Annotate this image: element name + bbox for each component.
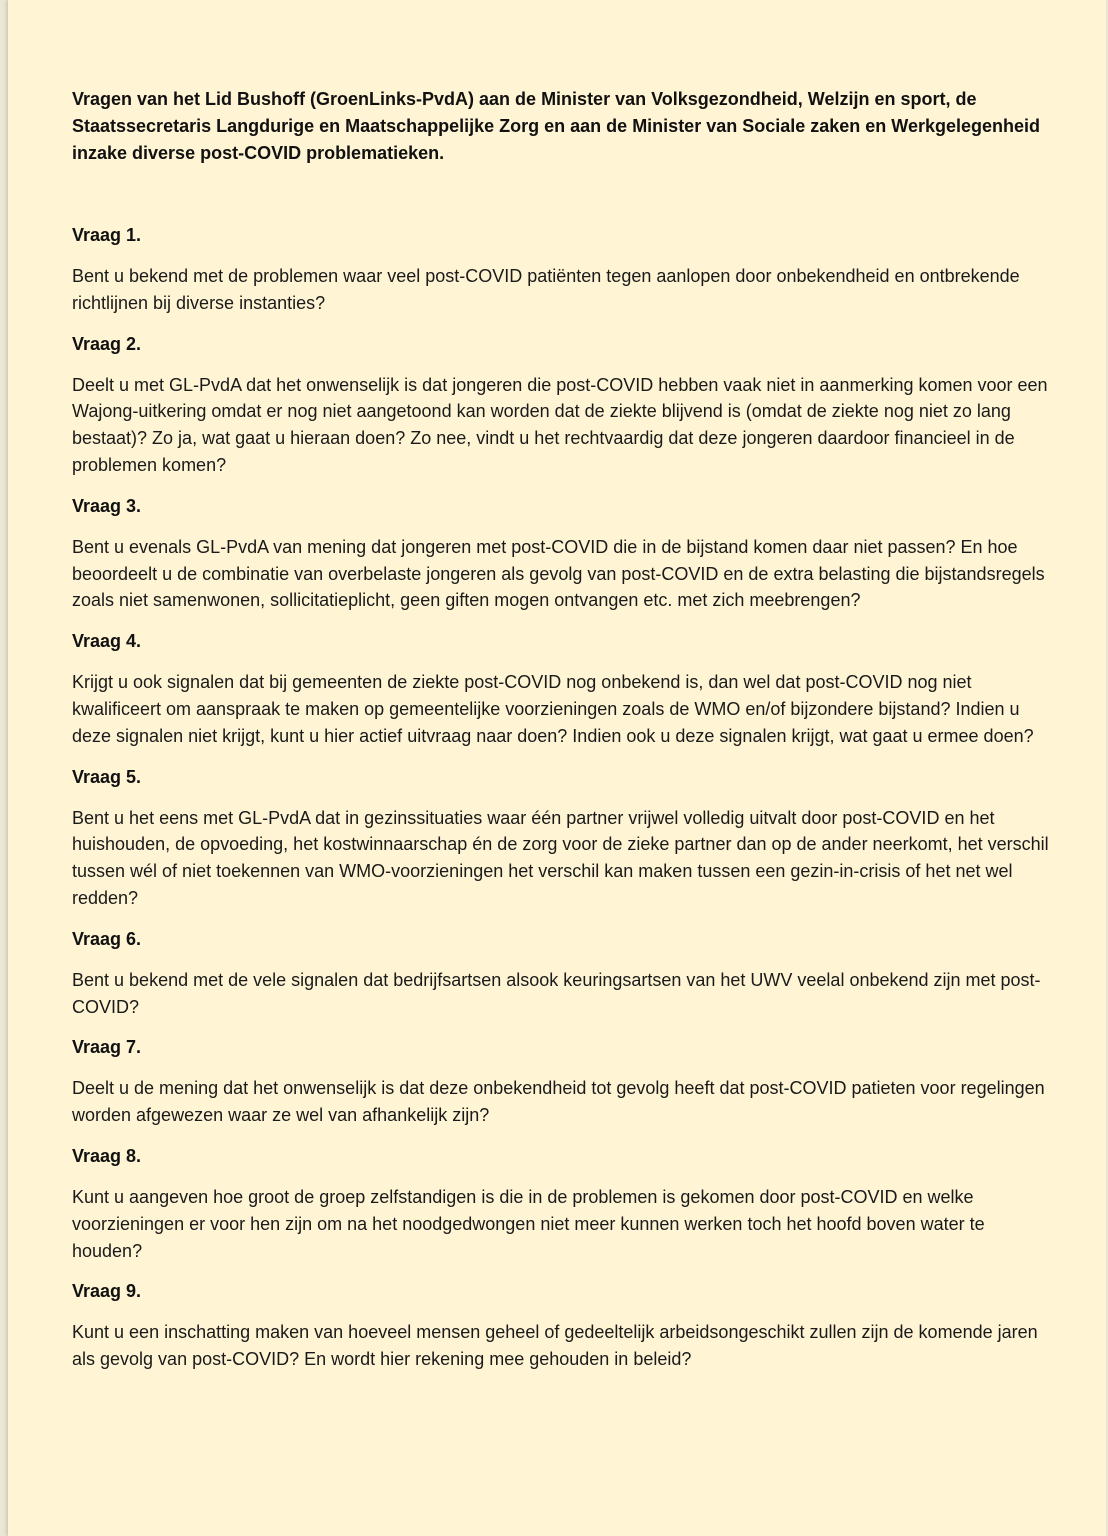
question-text: Krijgt u ook signalen dat bij gemeenten de ziekte post-COVID nog onbekend is, dan wel dat post-COVID nog niet kwalificeert om aanspraak te maken op gemeentelijke voorzieningen zoals de WMO en/of bijzondere bijstand? Indien u deze signalen niet krijgt, kunt u hier actief uitvraag naar doen? Indien ook u deze signalen krijgt, wat gaat u ermee doen? (72, 672, 1034, 746)
question-5 (72, 764, 1052, 912)
question-text: Bent u bekend met de vele signalen dat bedrijfsartsen alsook keuringsartsen van het UWV veelal onbekend zijn met post-COVID? (72, 969, 1041, 1017)
question-heading: Vraag 3. (72, 495, 142, 516)
question-1 (72, 222, 1052, 317)
question-3 (72, 493, 1052, 614)
question-heading: Vraag 4. (72, 631, 142, 652)
document-page (8, 0, 1106, 1536)
question-heading: Vraag 1. (72, 225, 142, 245)
question-text: Bent u evenals GL-PvdA van mening dat jongeren met post-COVID die in de bijstand komen daar niet passen? En hoe beoordeelt u de combinatie van overbelaste jongeren als gevolg van post-COVID en de extra belasting die bijstandsregels zoals niet samenwonen, sollicitatieplicht, geen giften mogen ontvangen etc. met zich meebrengen? (72, 536, 1045, 611)
question-heading: Vraag 6. (72, 928, 142, 949)
question-4 (72, 628, 1052, 749)
question-2 (72, 331, 1052, 479)
question-heading: Vraag 5. (72, 766, 142, 787)
question-text: Deelt u de mening dat het onwenselijk is dat deze onbekendheid tot gevolg heeft dat post-COVID patieten voor regelingen worden afgewezen waar ze wel van afhankelijk zijn? (72, 1078, 1045, 1126)
question-heading: Vraag 9. (72, 1281, 142, 1302)
question-heading: Vraag 8. (72, 1145, 142, 1166)
question-text: Bent u het eens met GL-PvdA dat in gezinssituaties waar één partner vrijwel volledig uitvalt door post-COVID en het huishouden, de opvoeding, het kostwinnaarschap én de zorg voor de zieke partner dan op de ander neerkomt, het verschil tussen wél of niet toekennen van WMO-voorzieningen het verschil kan maken tussen een gezin-in-crisis of het net wel redden? (72, 807, 1049, 908)
question-6 (72, 926, 1052, 1021)
question-heading: Vraag 2. (72, 333, 142, 354)
question-text: Deelt u met GL-PvdA dat het onwenselijk is dat jongeren die post-COVID hebben vaak niet in aanmerking komen voor een Wajong-uitkering omdat er nog niet aangetoond kan worden dat de ziekte blijvend is (omdat de ziekte nog niet zo lang bestaat)? Zo ja, wat gaat u hieraan doen? Zo nee, vindt u het rechtvaardig dat deze jongeren daardoor financieel in de problemen komen? (72, 374, 1048, 475)
document-title: Vragen van het Lid Bushoff (GroenLinks-PvdA) aan de Minister van Volksgezondheid, Welzijn en sport, de Staatssecretaris Langdurige en Maatschappelijke Zorg en aan de Minister van Sociale zaken en Werkgelegenheid inzake diverse post-COVID problematieken. (72, 89, 1041, 163)
question-9 (72, 1278, 1052, 1373)
question-8 (72, 1143, 1052, 1264)
question-7 (72, 1034, 1052, 1129)
question-text: Kunt u een inschatting maken van hoeveel mensen geheel of gedeeltelijk arbeidsongeschikt zullen zijn de komende jaren als gevolg van post-COVID? En wordt hier rekening mee gehouden in beleid? (72, 1322, 1038, 1370)
question-heading: Vraag 7. (72, 1037, 142, 1058)
questions-list (72, 222, 1052, 1387)
question-text: Kunt u aangeven hoe groot de groep zelfstandigen is die in de problemen is gekomen door post-COVID en welke voorzieningen er voor hen zijn om na het noodgedwongen niet meer kunnen werken toch het hoofd boven water te houden? (72, 1186, 985, 1261)
question-text: Bent u bekend met de problemen waar veel post-COVID patiënten tegen aanlopen door onbekendheid en ontbrekende richtlijnen bij diverse instanties? (72, 266, 1020, 313)
